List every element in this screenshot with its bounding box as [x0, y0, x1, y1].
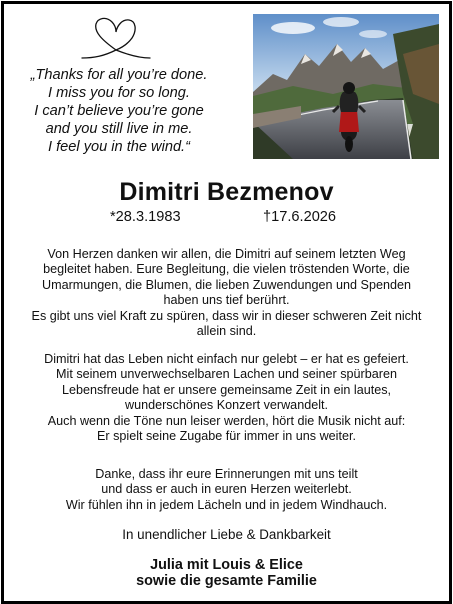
tribute-paragraph	[8, 352, 445, 444]
text-line: und dass er auch in euren Herzen weiterlebt.	[101, 482, 352, 497]
signer-line: Julia mit Louis & Elice	[150, 557, 303, 573]
text-line: begleitet haben. Eure Begleitung, die vielen tröstenden Worte, die	[43, 262, 410, 277]
text-line: Es gibt uns viel Kraft zu spüren, dass wir in dieser schweren Zeit nicht	[31, 308, 422, 323]
text-line: Dimitri hat das Leben nicht einfach nur gelebt – er hat es gefeiert.	[44, 352, 409, 366]
text-line: Wir fühlen ihn in jedem Lächeln und in jedem Windhauch.	[65, 497, 388, 512]
heart-line-icon	[80, 14, 152, 62]
text-line: Mit seinem unverwechselbaren Lachen und seiner spürbaren	[56, 367, 397, 382]
death-date: †17.6.2026	[263, 209, 337, 225]
photo-illustration	[253, 14, 439, 159]
signers	[0, 557, 453, 589]
text-line: Danke, dass ihr eure Erinnerungen mit uns teilt	[95, 467, 358, 481]
text-line: wunderschönes Konzert verwandelt.	[124, 398, 328, 413]
poem-line: and you still live in me.	[45, 121, 193, 137]
text-line: Auch wenn die Töne nun leiser werden, hört die Musik nicht auf:	[47, 413, 406, 428]
closing-line: In unendlicher Liebe & Dankbarkeit	[122, 527, 331, 542]
poem-line: I miss you for so long.	[48, 85, 190, 101]
thanks-paragraph	[8, 247, 445, 339]
memorial-poem	[14, 66, 224, 156]
text-line: allein sind.	[196, 324, 257, 339]
motorcycle-road-photo	[253, 14, 439, 159]
gratitude-paragraph	[8, 467, 445, 513]
poem-line: „Thanks for all you’re done.	[30, 67, 208, 83]
text-line: Von Herzen danken wir allen, die Dimitri auf seinem letzten Weg	[47, 247, 406, 261]
text-line: haben uns tief berührt.	[163, 293, 290, 308]
poem-line: I can’t believe you’re gone	[34, 103, 204, 119]
signer-line: sowie die gesamte Familie	[136, 573, 317, 589]
poem-line: I feel you in the wind.“	[48, 139, 190, 155]
text-line: Umarmungen, die Blumen, die lieben Zuwendungen und Spenden	[42, 277, 411, 292]
text-line: Lebensfreude hat er unsere gemeinsame Zeit in ein lautes,	[61, 382, 392, 397]
text-line: Er spielt seine Zugabe für immer in uns weiter.	[97, 429, 356, 444]
birth-date: *28.3.1983	[110, 209, 181, 225]
deceased-name: Dimitri Bezmenov	[119, 178, 334, 206]
